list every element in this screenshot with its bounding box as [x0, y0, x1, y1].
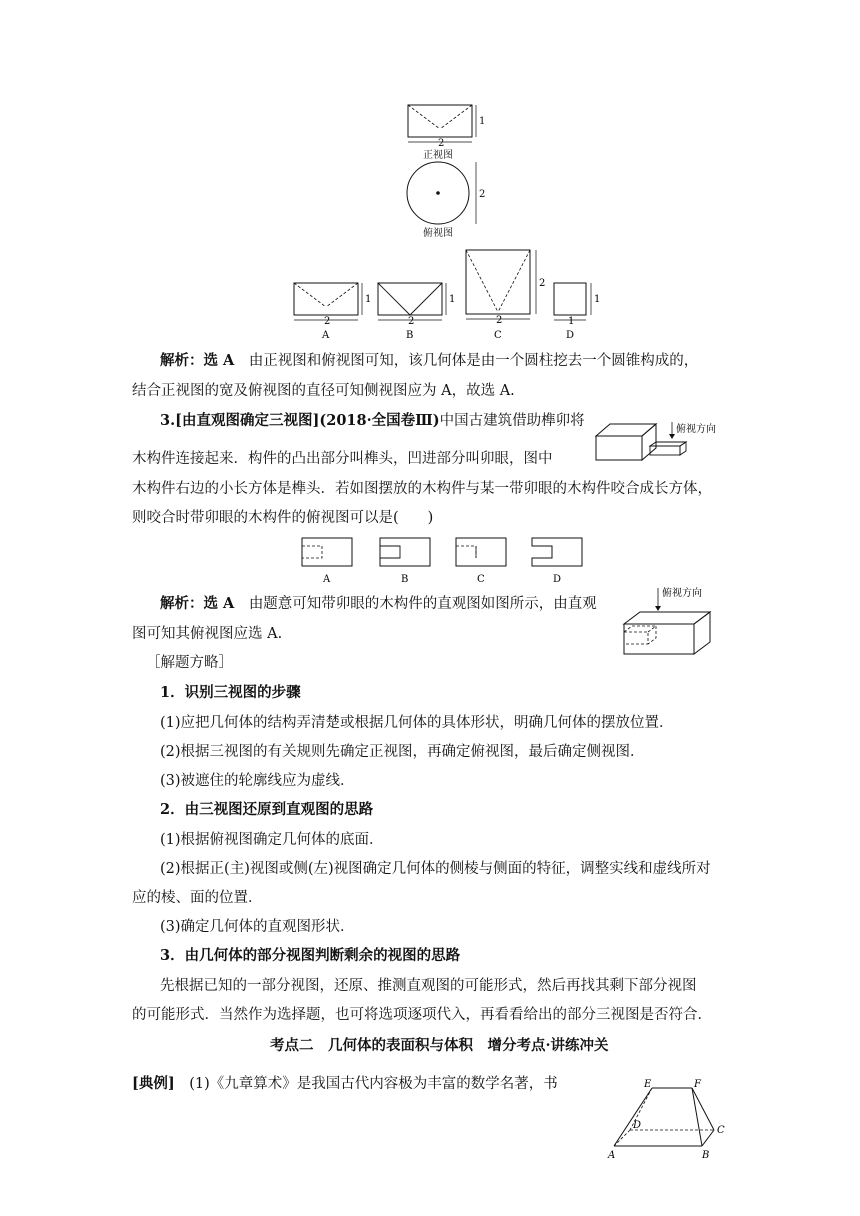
q2-solution-text1: 由正视图和俯视图可知，该几何体是由一个圆柱挖去一个圆锥构成的， — [248, 353, 699, 369]
front-view-label: 正视图 — [423, 150, 453, 161]
q3-number: 3. — [160, 412, 176, 429]
option-c-figure — [460, 244, 550, 344]
vertex-d: D — [633, 1120, 642, 1131]
q3-option-a-letter: A — [323, 574, 331, 585]
option-b-width: 2 — [408, 316, 415, 327]
q3-option-b-letter: B — [401, 574, 409, 585]
strategy-s3-line2: 的可能形式．当然作为选择题，也可将选项逐项代入，再看看给出的部分三视图是否符合． — [132, 1007, 712, 1023]
option-c-height: 2 — [539, 278, 546, 289]
q3-line1 — [160, 411, 585, 431]
vertex-e: E — [644, 1079, 652, 1090]
q3-line3: 木构件右边的小长方体是榫头．若如图摆放的木构件与某一带卯眼的木构件咬合成长方体， — [132, 481, 712, 497]
q3-solution-prefix: 解析：选 A — [160, 595, 235, 612]
q3-solution-text1: 由题意可知带卯眼的木构件的直观图如图所示，由直观 — [248, 596, 597, 612]
strategy-s2-item2-cont: 应的棱、面的位置． — [132, 890, 263, 906]
q3-tag: [由直观图确定三视图] — [175, 412, 320, 429]
q3-solution-line1 — [160, 594, 597, 614]
q3-options-figure — [296, 534, 596, 586]
q3-line2: 木构件连接起来．构件的凸出部分叫榫头，凹进部分叫卯眼，图中 — [132, 451, 553, 467]
option-a-height: 1 — [365, 294, 372, 305]
strategy-s1-item2: (2)根据三视图的有关规则先确定正视图，再确定俯视图，最后确定侧视图． — [160, 744, 645, 760]
strategy-s2-title: 2．由三视图还原到直观图的思路 — [160, 801, 374, 818]
strategy-s2-item1: (1)根据俯视图确定几何体的底面． — [160, 832, 384, 848]
example-text: (1)《九章算术》是我国古代内容极为丰富的数学名著，书 — [189, 1076, 558, 1092]
vertex-b: B — [702, 1150, 710, 1161]
q3-option-d-letter: D — [553, 574, 562, 585]
vertex-f: F — [694, 1079, 701, 1090]
section-title: 考点二 几何体的表面积与体积 增分考点·讲练冲关 — [270, 1037, 609, 1054]
example-line1 — [132, 1074, 558, 1094]
q3-option-c-letter: C — [477, 574, 485, 585]
q3-direction-label: 俯视方向 — [676, 424, 716, 435]
example-tag: [典例] — [132, 1075, 175, 1092]
option-a-letter: A — [322, 330, 330, 341]
strategy-s1-title: 1．识别三视图的步骤 — [160, 684, 301, 701]
strategy-heading: ［解题方略］ — [146, 655, 233, 671]
option-a-figure — [288, 278, 378, 344]
wedge-figure — [606, 1078, 736, 1164]
front-view-figure — [400, 100, 500, 162]
q3-solution-line2: 图可知其俯视图应选 A. — [132, 626, 283, 642]
strategy-s1-item3: (3)被遮住的轮廓线应为虚线． — [160, 773, 355, 789]
strategy-s2-item3: (3)确定几何体的直观图形状． — [160, 919, 355, 935]
option-d-letter: D — [566, 330, 575, 341]
mortise-figure — [612, 582, 732, 662]
q2-solution-prefix: 解析：选 A — [160, 352, 235, 369]
tenon-figure — [590, 420, 730, 470]
q2-solution-line1 — [160, 351, 698, 371]
top-view-label: 俯视图 — [423, 228, 453, 239]
strategy-s3-title: 3．由几何体的部分视图判断剩余的视图的思路 — [160, 947, 461, 964]
vertex-c: C — [717, 1125, 725, 1136]
q2-solution-line2: 结合正视图的宽及俯视图的直径可知侧视图应为 A，故选 A. — [132, 383, 515, 399]
option-d-figure — [548, 278, 608, 344]
option-b-letter: B — [406, 330, 414, 341]
strategy-s3-line1: 先根据已知的一部分视图，还原、推测直观图的可能形式，然后再找其剩下部分视图 — [160, 978, 697, 994]
front-height-label: 1 — [479, 116, 486, 127]
top-view-figure — [400, 160, 500, 240]
q3-source: (2018·全国卷Ⅲ) — [319, 412, 440, 429]
option-b-height: 1 — [449, 294, 456, 305]
q3-line4: 则咬合时带卯眼的木构件的俯视图可以是( ) — [132, 510, 434, 526]
option-a-width: 2 — [324, 316, 331, 327]
option-c-width: 2 — [496, 315, 503, 326]
top-diameter-label: 2 — [479, 189, 486, 200]
option-d-height: 1 — [594, 294, 601, 305]
option-d-width: 1 — [568, 316, 575, 327]
strategy-s2-item2: (2)根据正(主)视图或侧(左)视图确定几何体的侧棱与侧面的特征，调整实线和虚线所对 — [160, 861, 711, 877]
option-c-letter: C — [494, 330, 502, 341]
q3-solution-direction-label: 俯视方向 — [662, 588, 702, 599]
vertex-a: A — [608, 1150, 616, 1161]
front-width-label: 2 — [438, 138, 445, 149]
option-b-figure — [372, 278, 462, 344]
strategy-s1-item1: (1)应把几何体的结构弄清楚或根据几何体的具体形状，明确几何体的摆放位置． — [160, 715, 674, 731]
q3-line1-rest: 中国古建筑借助榫卯将 — [439, 413, 585, 429]
